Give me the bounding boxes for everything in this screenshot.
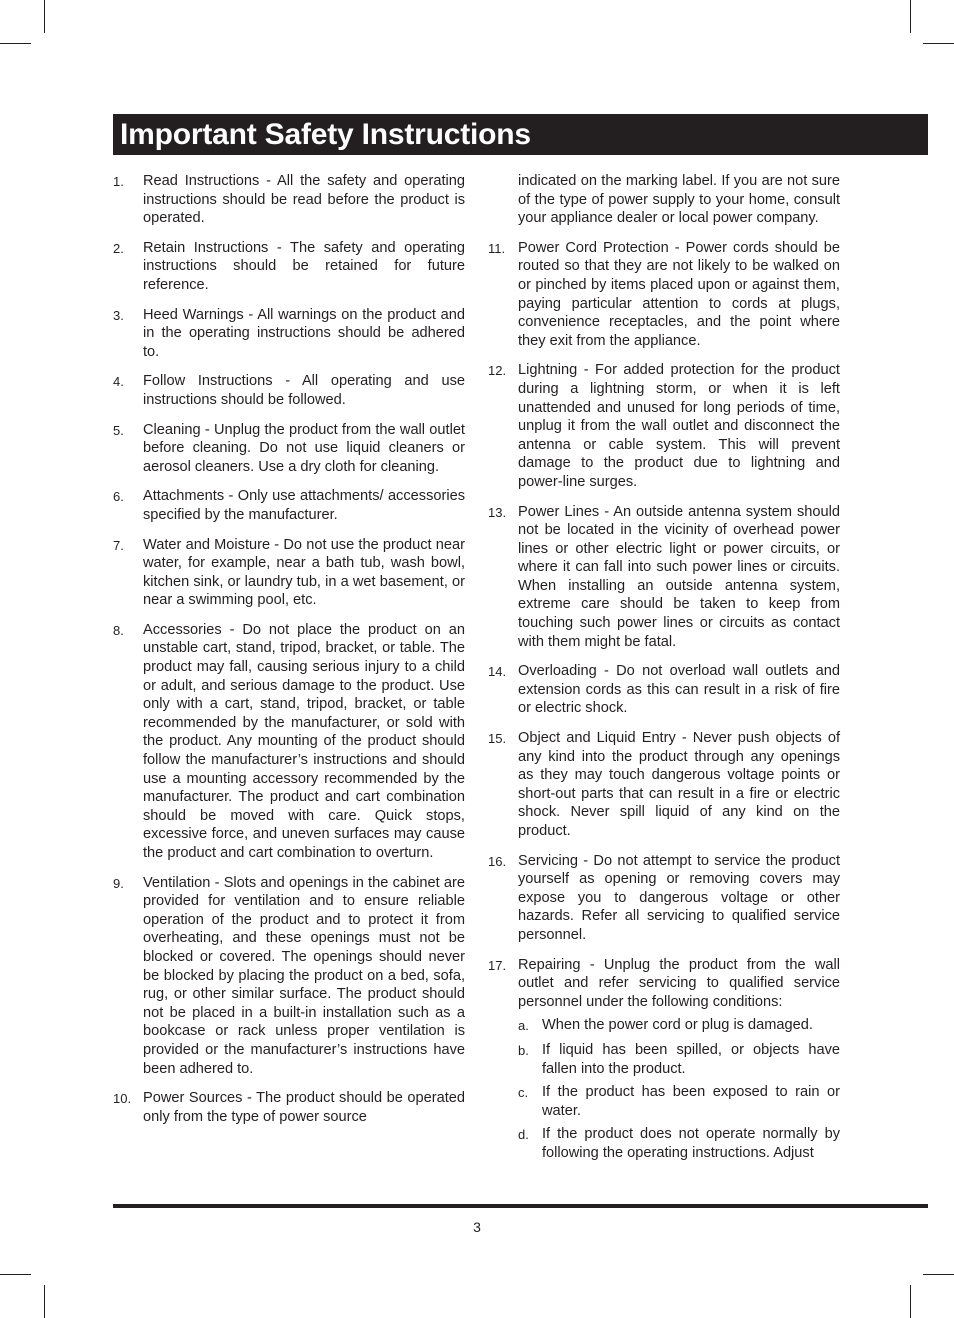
item-number: 6. bbox=[113, 489, 124, 505]
instruction-item bbox=[113, 1089, 465, 1126]
crop-mark bbox=[44, 0, 45, 33]
item-text: Water and Moisture - Do not use the product near water, for example, near a bath tub, wash bowl, kitchen sink, or laundry tub, in a wet basement, or near a swimming pool, etc. bbox=[143, 536, 465, 609]
sub-item bbox=[518, 1125, 840, 1162]
item-number: 9. bbox=[113, 875, 124, 891]
item-text: Servicing - Do not attempt to service the product yourself as opening or removing covers may expose you to dangerous voltage or other hazards. Refer all servicing to qualified service personnel. bbox=[518, 852, 840, 943]
instruction-item bbox=[113, 372, 465, 409]
item-number: 13. bbox=[488, 504, 507, 520]
crop-mark bbox=[0, 43, 31, 44]
item-text: Power Sources - The product should be operated only from the type of power source bbox=[143, 1090, 465, 1125]
item-number: 7. bbox=[113, 537, 124, 553]
left-column bbox=[113, 172, 465, 1137]
item-number: 12. bbox=[488, 363, 507, 379]
item-continuation: indicated on the marking label. If you are not sure of the type of power supply to your home, consult your appliance dealer or local power company. bbox=[518, 173, 840, 227]
instruction-item bbox=[488, 361, 840, 491]
crop-mark bbox=[923, 1274, 954, 1275]
instruction-item bbox=[488, 239, 840, 351]
item-number: 8. bbox=[113, 622, 124, 638]
item-text: Attachments - Only use attachments/ accessories specified by the manufacturer. bbox=[143, 488, 465, 523]
item-text: Ventilation - Slots and openings in the cabinet are provided for ventilation and to ensure reliable operation of the product and to protect it from overheating, and these openings must not be blocked or covered. The openings should never be blocked by placing the product on a bed, sofa, rug, or other similar surface. The product should not be placed in a built-in installation such as a bookcase or rack unless proper ventilation is provided or the manufacturer’s instructions have been adhered to. bbox=[143, 874, 465, 1077]
item-text: Power Cord Protection - Power cords should be routed so that they are not likely to be walked on or pinched by items placed upon or against them, paying particular attention to cords at plugs, convenience receptacles, and the point where they exit from the appliance. bbox=[518, 239, 840, 349]
sub-item-letter: c. bbox=[518, 1085, 529, 1101]
item-number: 1. bbox=[113, 174, 124, 189]
item-number: 11. bbox=[488, 240, 506, 256]
bottom-rule bbox=[113, 1204, 928, 1208]
sub-item-text: If the product has been exposed to rain or water. bbox=[542, 1084, 840, 1119]
sub-item-letter: b. bbox=[518, 1042, 529, 1058]
sub-item-letter: a. bbox=[518, 1018, 529, 1034]
crop-mark bbox=[910, 1285, 911, 1318]
sub-item-text: If liquid has been spilled, or objects have fallen into the product. bbox=[542, 1041, 840, 1077]
sub-item-letter: d. bbox=[518, 1127, 529, 1143]
item-number: 2. bbox=[113, 240, 124, 256]
sub-item bbox=[518, 1016, 840, 1036]
item-text: Power Lines - An outside antenna system should not be located in the vicinity of overhead power lines or other electric light or power circuits, or where it can fall into such power lines or circuits. When installing an outside antenna system, extreme care should be taken to keep from touching such power lines or circuits as contact with them might be fatal. bbox=[518, 503, 840, 650]
item-text bbox=[518, 956, 840, 1163]
item-text: Overloading - Do not overload wall outlets and extension cords as this can result in a risk of fire or electric shock. bbox=[518, 663, 840, 717]
instruction-item bbox=[113, 874, 465, 1079]
item-text: Lightning - For added protection for the product during a lightning storm, or when it is left unattended and unused for long periods of time, unplug it from the wall outlet and disconnect the antenna or cable system. This will prevent damage to the product due to lightning and power-line surges. bbox=[518, 362, 840, 490]
item-number: 16. bbox=[488, 853, 507, 869]
crop-mark bbox=[923, 43, 954, 44]
item-number: 3. bbox=[113, 307, 124, 323]
instruction-item bbox=[488, 956, 840, 1163]
instruction-item bbox=[488, 503, 840, 652]
item-number: 4. bbox=[113, 374, 124, 390]
sub-item bbox=[518, 1083, 840, 1120]
sub-item-text: If the product does not operate normally by following the operating instructions. Adjust bbox=[542, 1126, 840, 1161]
sub-item bbox=[518, 1041, 840, 1078]
instruction-item bbox=[113, 239, 465, 295]
item-text: Read Instructions - All the safety and operating instructions should be read before the product is operated. bbox=[143, 173, 465, 227]
item-text: Accessories - Do not place the product on an unstable cart, stand, tripod, bracket, or table. The product may fall, causing serious injury to a child or adult, and serious damage to the product. Use only with a cart, stand, tripod, bracket, or table recommended by the manufacturer, or sold with the product. Any mounting of the product should follow the manufacturer’s instructions and should use a mounting accessory recommended by the manufacturer. The product and cart combination should be moved with care. Quick stops, excessive force, and uneven surfaces may cause the product and cart combination to overturn. bbox=[143, 621, 465, 861]
item-number: 5. bbox=[113, 422, 124, 438]
item-text: Cleaning - Unplug the product from the wall outlet before cleaning. Do not use liquid cleaners or aerosol cleaners. Use a dry cloth for cleaning. bbox=[143, 421, 465, 475]
crop-mark bbox=[0, 1274, 31, 1275]
crop-mark bbox=[44, 1285, 45, 1318]
crop-mark bbox=[910, 0, 911, 33]
instruction-item bbox=[488, 662, 840, 718]
item-number: 10. bbox=[113, 1091, 132, 1107]
item-text: Follow Instructions - All operating and use instructions should be followed. bbox=[143, 373, 465, 408]
instruction-item bbox=[113, 621, 465, 863]
page-number: 3 bbox=[473, 1219, 481, 1235]
item-text: Retain Instructions - The safety and operating instructions should be retained for future reference. bbox=[143, 239, 465, 293]
instruction-item bbox=[113, 421, 465, 477]
item-number: 15. bbox=[488, 731, 507, 747]
instruction-item bbox=[488, 852, 840, 945]
instruction-item bbox=[113, 487, 465, 524]
item-number: 14. bbox=[488, 664, 507, 680]
right-column bbox=[488, 172, 840, 1174]
instruction-item bbox=[113, 172, 465, 228]
instruction-item bbox=[113, 306, 465, 362]
sub-item-text: When the power cord or plug is damaged. bbox=[542, 1017, 813, 1034]
instruction-item bbox=[113, 536, 465, 610]
item-body: Repairing - Unplug the product from the wall outlet and refer servicing to qualified service personnel under the following conditions: bbox=[518, 956, 840, 1010]
item-number: 17. bbox=[488, 957, 507, 973]
item-text: Heed Warnings - All warnings on the product and in the operating instructions should be adhered to. bbox=[143, 306, 465, 360]
instruction-item bbox=[488, 729, 840, 841]
item-text: Object and Liquid Entry - Never push objects of any kind into the product through any openings as they may touch dangerous voltage points or short-out parts that can result in a fire or electric shock. Never spill liquid of any kind on the product. bbox=[518, 730, 840, 839]
page-title: Important Safety Instructions bbox=[113, 114, 928, 155]
